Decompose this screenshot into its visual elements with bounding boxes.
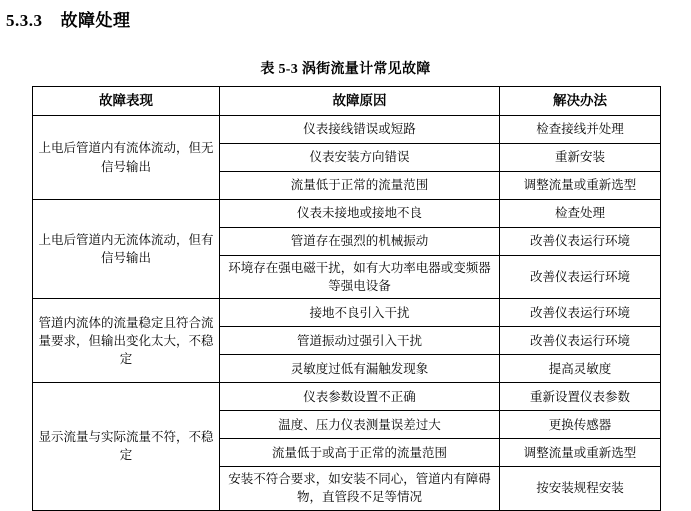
cell-solution: 重新设置仪表参数 (500, 383, 661, 411)
section-heading (6, 6, 131, 31)
table-row (33, 200, 661, 228)
cell-cause: 灵敏度过低有漏触发现象 (220, 355, 500, 383)
section-number: 5.3.3 (6, 11, 43, 30)
cell-solution: 改善仪表运行环境 (500, 228, 661, 256)
cell-solution: 改善仪表运行环境 (500, 327, 661, 355)
table-header-row (33, 87, 661, 116)
fault-table (32, 86, 661, 511)
table-row (33, 299, 661, 327)
cell-solution: 检查接线并处理 (500, 116, 661, 144)
cell-solution: 调整流量或重新选型 (500, 439, 661, 467)
table-body (33, 116, 661, 511)
section-title: 故障处理 (60, 11, 131, 30)
column-header-solution: 解决办法 (500, 87, 661, 116)
column-header-cause: 故障原因 (220, 87, 500, 116)
cell-solution: 检查处理 (500, 200, 661, 228)
cell-cause: 仪表未接地或接地不良 (220, 200, 500, 228)
cell-symptom: 显示流量与实际流量不符，不稳定 (33, 383, 220, 510)
table-caption: 表 5-3 涡街流量计常见故障 (260, 62, 431, 77)
cell-symptom: 管道内流体的流量稳定且符合流量要求，但输出变化太大，不稳定 (33, 299, 220, 383)
cell-solution: 更换传感器 (500, 411, 661, 439)
cell-symptom: 上电后管道内无流体流动，但有信号输出 (33, 200, 220, 299)
cell-solution: 重新安装 (500, 144, 661, 172)
cell-cause: 温度、压力仪表测量误差过大 (220, 411, 500, 439)
cell-cause: 管道存在强烈的机械振动 (220, 228, 500, 256)
cell-symptom: 上电后管道内有流体流动，但无信号输出 (33, 116, 220, 200)
cell-cause: 安装不符合要求，如安装不同心，管道内有障碍物，直管段不足等情况 (220, 467, 500, 510)
cell-cause: 环境存在强电磁干扰，如有大功率电器或变频器等强电设备 (220, 256, 500, 299)
column-header-symptom: 故障表现 (33, 87, 220, 116)
cell-solution: 改善仪表运行环境 (500, 299, 661, 327)
cell-cause: 仪表接线错误或短路 (220, 116, 500, 144)
cell-cause: 接地不良引入干扰 (220, 299, 500, 327)
cell-cause: 仪表参数设置不正确 (220, 383, 500, 411)
cell-cause: 流量低于或高于正常的流量范围 (220, 439, 500, 467)
table-row (33, 116, 661, 144)
cell-solution: 调整流量或重新选型 (500, 172, 661, 200)
cell-cause: 仪表安装方向错误 (220, 144, 500, 172)
cell-solution: 提高灵敏度 (500, 355, 661, 383)
cell-cause: 流量低于正常的流量范围 (220, 172, 500, 200)
cell-solution: 改善仪表运行环境 (500, 256, 661, 299)
cell-cause: 管道振动过强引入干扰 (220, 327, 500, 355)
cell-solution: 按安装规程安装 (500, 467, 661, 510)
table-row (33, 383, 661, 411)
